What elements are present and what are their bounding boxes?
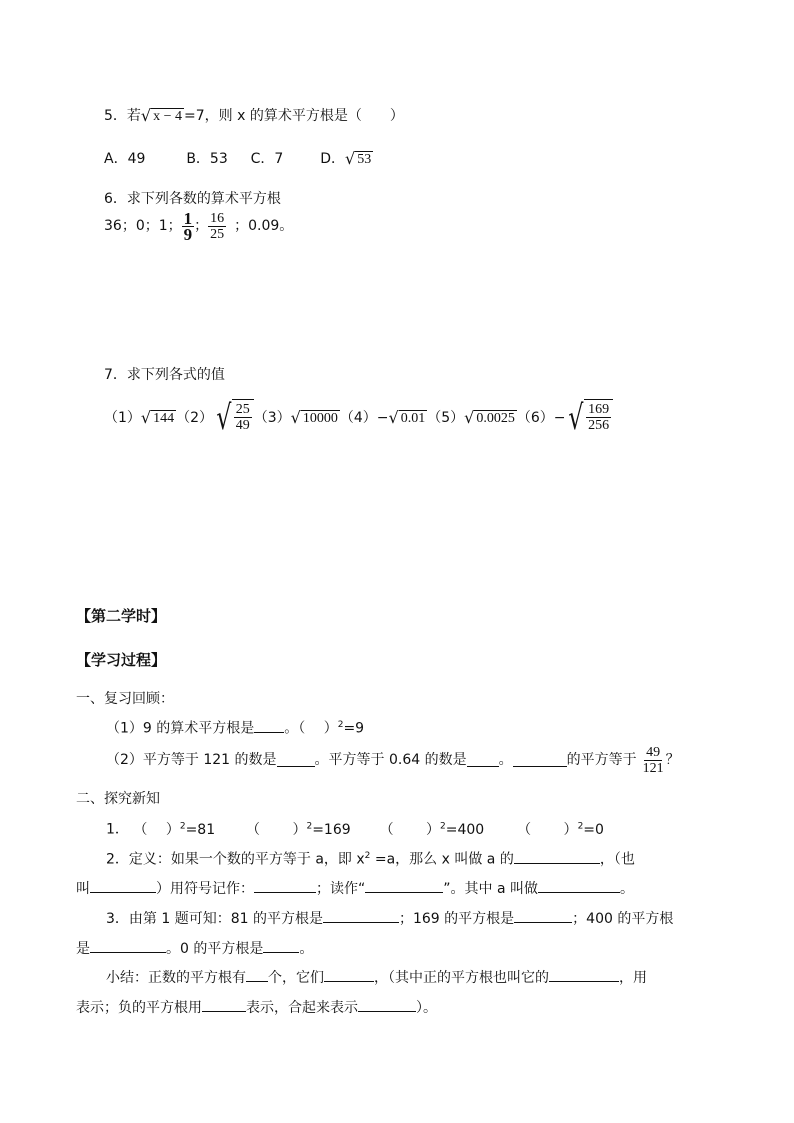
sqrt-x-minus-4: √ x − 4 bbox=[140, 106, 183, 125]
q5-option-d-radicand: 53 bbox=[357, 152, 372, 167]
q5-options bbox=[104, 151, 373, 167]
explore-title: 二、探究新知 bbox=[76, 791, 160, 807]
q6-separator-2: ；0.09。 bbox=[234, 218, 294, 234]
explore-q1 bbox=[106, 822, 604, 837]
fraction-1-9 bbox=[182, 208, 195, 244]
sum-d: ，用 bbox=[619, 970, 647, 986]
review-line1-b: 。（ ） bbox=[284, 720, 338, 737]
q1-item-1: （ ）$^2$=81 bbox=[133, 821, 216, 838]
def-h: 。 bbox=[620, 881, 634, 897]
summary-line-1 bbox=[106, 971, 647, 985]
q7-frac2-den: 49 bbox=[235, 418, 250, 433]
frac2-denominator: 25 bbox=[210, 226, 225, 242]
answer-blank[interactable] bbox=[538, 891, 620, 893]
sum-f: 表示，合起来表示 bbox=[246, 1000, 358, 1016]
q7-label-4: （4） bbox=[339, 410, 377, 426]
q5-option-d-label: D． bbox=[320, 151, 346, 167]
sum-c: ，（其中正的平方根也叫它的 bbox=[374, 970, 549, 986]
sum-a: 小结：正数的平方根有 bbox=[106, 970, 246, 986]
review-line-1 bbox=[106, 721, 364, 736]
answer-blank[interactable] bbox=[263, 951, 299, 953]
section-title: 【第二学时】 bbox=[76, 607, 167, 625]
answer-blank[interactable] bbox=[277, 765, 315, 767]
review-frac-den: 121 bbox=[642, 760, 664, 776]
answer-blank[interactable] bbox=[90, 951, 166, 953]
question-5 bbox=[104, 108, 404, 124]
review-line2-d: 的平方等于 bbox=[566, 752, 637, 768]
q3-a: 3．由第 1 题可知：81 的平方根是 bbox=[106, 911, 323, 927]
q7-radicand-1: 144 bbox=[153, 411, 175, 426]
q6-separator-1: ； bbox=[194, 218, 209, 234]
q6-items-prefix: 36；0；1； bbox=[104, 218, 182, 234]
q3-d: 是 bbox=[76, 941, 90, 957]
q1-label: 1． bbox=[106, 821, 129, 838]
def-f: ；读作“ bbox=[316, 881, 366, 897]
review-line1-c: =9 bbox=[343, 720, 365, 737]
q7-label-3: （3） bbox=[253, 410, 291, 426]
exponent: 2 bbox=[337, 720, 344, 730]
review-frac-num: 49 bbox=[646, 744, 661, 760]
review-line2-b: 。平方等于 0.64 的数是 bbox=[314, 752, 467, 768]
q7-radicand-4: 0.01 bbox=[400, 411, 426, 426]
answer-blank[interactable] bbox=[467, 765, 499, 767]
review-line2-c: 。 bbox=[498, 752, 513, 768]
answer-blank[interactable] bbox=[514, 862, 600, 864]
q7-minus-6: − bbox=[553, 410, 566, 426]
q1-item-4: （ ）$^2$=0 bbox=[517, 821, 604, 838]
q7-minus-4: − bbox=[376, 410, 389, 426]
q6-items bbox=[104, 208, 293, 244]
q3-c: ；400 的平方根 bbox=[572, 911, 674, 927]
explore-q3-line-1 bbox=[106, 912, 673, 926]
sqrt-144: √ 144 bbox=[140, 408, 175, 427]
q7-frac6-den: 256 bbox=[588, 418, 610, 433]
answer-blank[interactable] bbox=[254, 891, 316, 893]
frac1-denominator: 9 bbox=[183, 224, 193, 244]
def-e: ）用符号记作： bbox=[156, 881, 254, 897]
q3-e: 。0 的平方根是 bbox=[166, 941, 264, 957]
q5-radicand: x − 4 bbox=[153, 109, 183, 124]
def-b: =a，那么 x 叫做 a 的 bbox=[370, 851, 514, 868]
explore-q3-line-2 bbox=[76, 942, 313, 956]
answer-blank[interactable] bbox=[246, 980, 268, 982]
review-title: 一、复习回顾： bbox=[76, 691, 174, 707]
q1-item-2: （ ）$^2$=169 bbox=[246, 821, 351, 838]
def-d: 叫 bbox=[76, 881, 90, 897]
q7-frac2-num: 25 bbox=[235, 402, 250, 417]
answer-blank[interactable] bbox=[549, 980, 619, 982]
q5-suffix: =7，则 x 的算术平方根是（ ） bbox=[184, 108, 404, 124]
q7-label-2: （2） bbox=[176, 410, 214, 426]
answer-blank[interactable] bbox=[514, 921, 572, 923]
review-line1-a: （1）9 的算术平方根是 bbox=[106, 720, 255, 737]
q7-radicand-3: 10000 bbox=[302, 411, 338, 426]
q5-option-b: B．53 bbox=[186, 151, 228, 167]
answer-blank[interactable] bbox=[202, 1010, 246, 1012]
q7-expressions bbox=[104, 396, 613, 440]
section-subtitle: 【学习过程】 bbox=[76, 651, 167, 669]
answer-blank[interactable] bbox=[365, 891, 443, 893]
q7-frac6-num: 169 bbox=[588, 402, 610, 417]
q3-b: ；169 的平方根是 bbox=[398, 911, 515, 927]
answer-blank[interactable] bbox=[358, 1010, 416, 1012]
answer-blank[interactable] bbox=[90, 891, 156, 893]
answer-blank[interactable] bbox=[513, 765, 567, 767]
q7-label-1: （1） bbox=[104, 410, 141, 426]
sqrt-25-over-49: √ $\frac{25}{49}$ bbox=[213, 399, 254, 437]
sum-g: ）。 bbox=[416, 1000, 437, 1016]
explore-definition-line-1 bbox=[106, 852, 635, 867]
review-line-2 bbox=[106, 741, 680, 779]
answer-blank[interactable] bbox=[323, 921, 399, 923]
q1-item-3: （ ）$^2$=400 bbox=[379, 821, 485, 838]
def-exponent: 2 bbox=[364, 851, 371, 861]
sqrt-0-0025: √ 0.0025 bbox=[464, 408, 515, 427]
answer-blank[interactable] bbox=[254, 731, 284, 733]
q7-title: 7．求下列各式的值 bbox=[104, 367, 225, 383]
q5-option-a: A．49 bbox=[104, 151, 146, 167]
sum-e: 表示；负的平方根用 bbox=[76, 1000, 202, 1016]
q6-title: 6．求下列各数的算术平方根 bbox=[104, 191, 281, 207]
fraction-49-121 bbox=[641, 745, 666, 776]
sqrt-0-01: √ 0.01 bbox=[388, 408, 426, 427]
def-c: ，（也 bbox=[599, 851, 635, 868]
frac2-numerator: 16 bbox=[210, 210, 225, 226]
def-g: ”。其中 a 叫做 bbox=[443, 881, 538, 897]
answer-blank[interactable] bbox=[324, 980, 374, 982]
q3-f: 。 bbox=[299, 941, 314, 957]
q5-option-c: C．7 bbox=[250, 151, 284, 167]
review-line2-e: ？ bbox=[665, 752, 680, 768]
sqrt-53: √ 53 bbox=[345, 149, 372, 168]
sqrt-10000: √ 10000 bbox=[290, 408, 338, 427]
sum-b: 个，它们 bbox=[268, 970, 324, 986]
q7-label-6: （6） bbox=[516, 410, 554, 426]
summary-line-2 bbox=[76, 1001, 437, 1015]
q5-prefix: 5．若 bbox=[104, 108, 141, 124]
q7-radicand-5: 0.0025 bbox=[476, 411, 515, 426]
frac1-numerator: 1 bbox=[183, 208, 193, 228]
fraction-16-25 bbox=[208, 211, 226, 242]
def-a: 2．定义：如果一个数的平方等于 a，即 x bbox=[106, 851, 365, 868]
explore-definition-line-2 bbox=[76, 882, 634, 896]
review-line2-a: （2）平方等于 121 的数是 bbox=[106, 752, 277, 768]
sqrt-169-over-256: √ $\frac{169}{256}$ bbox=[565, 399, 613, 437]
q7-label-5: （5） bbox=[427, 410, 465, 426]
